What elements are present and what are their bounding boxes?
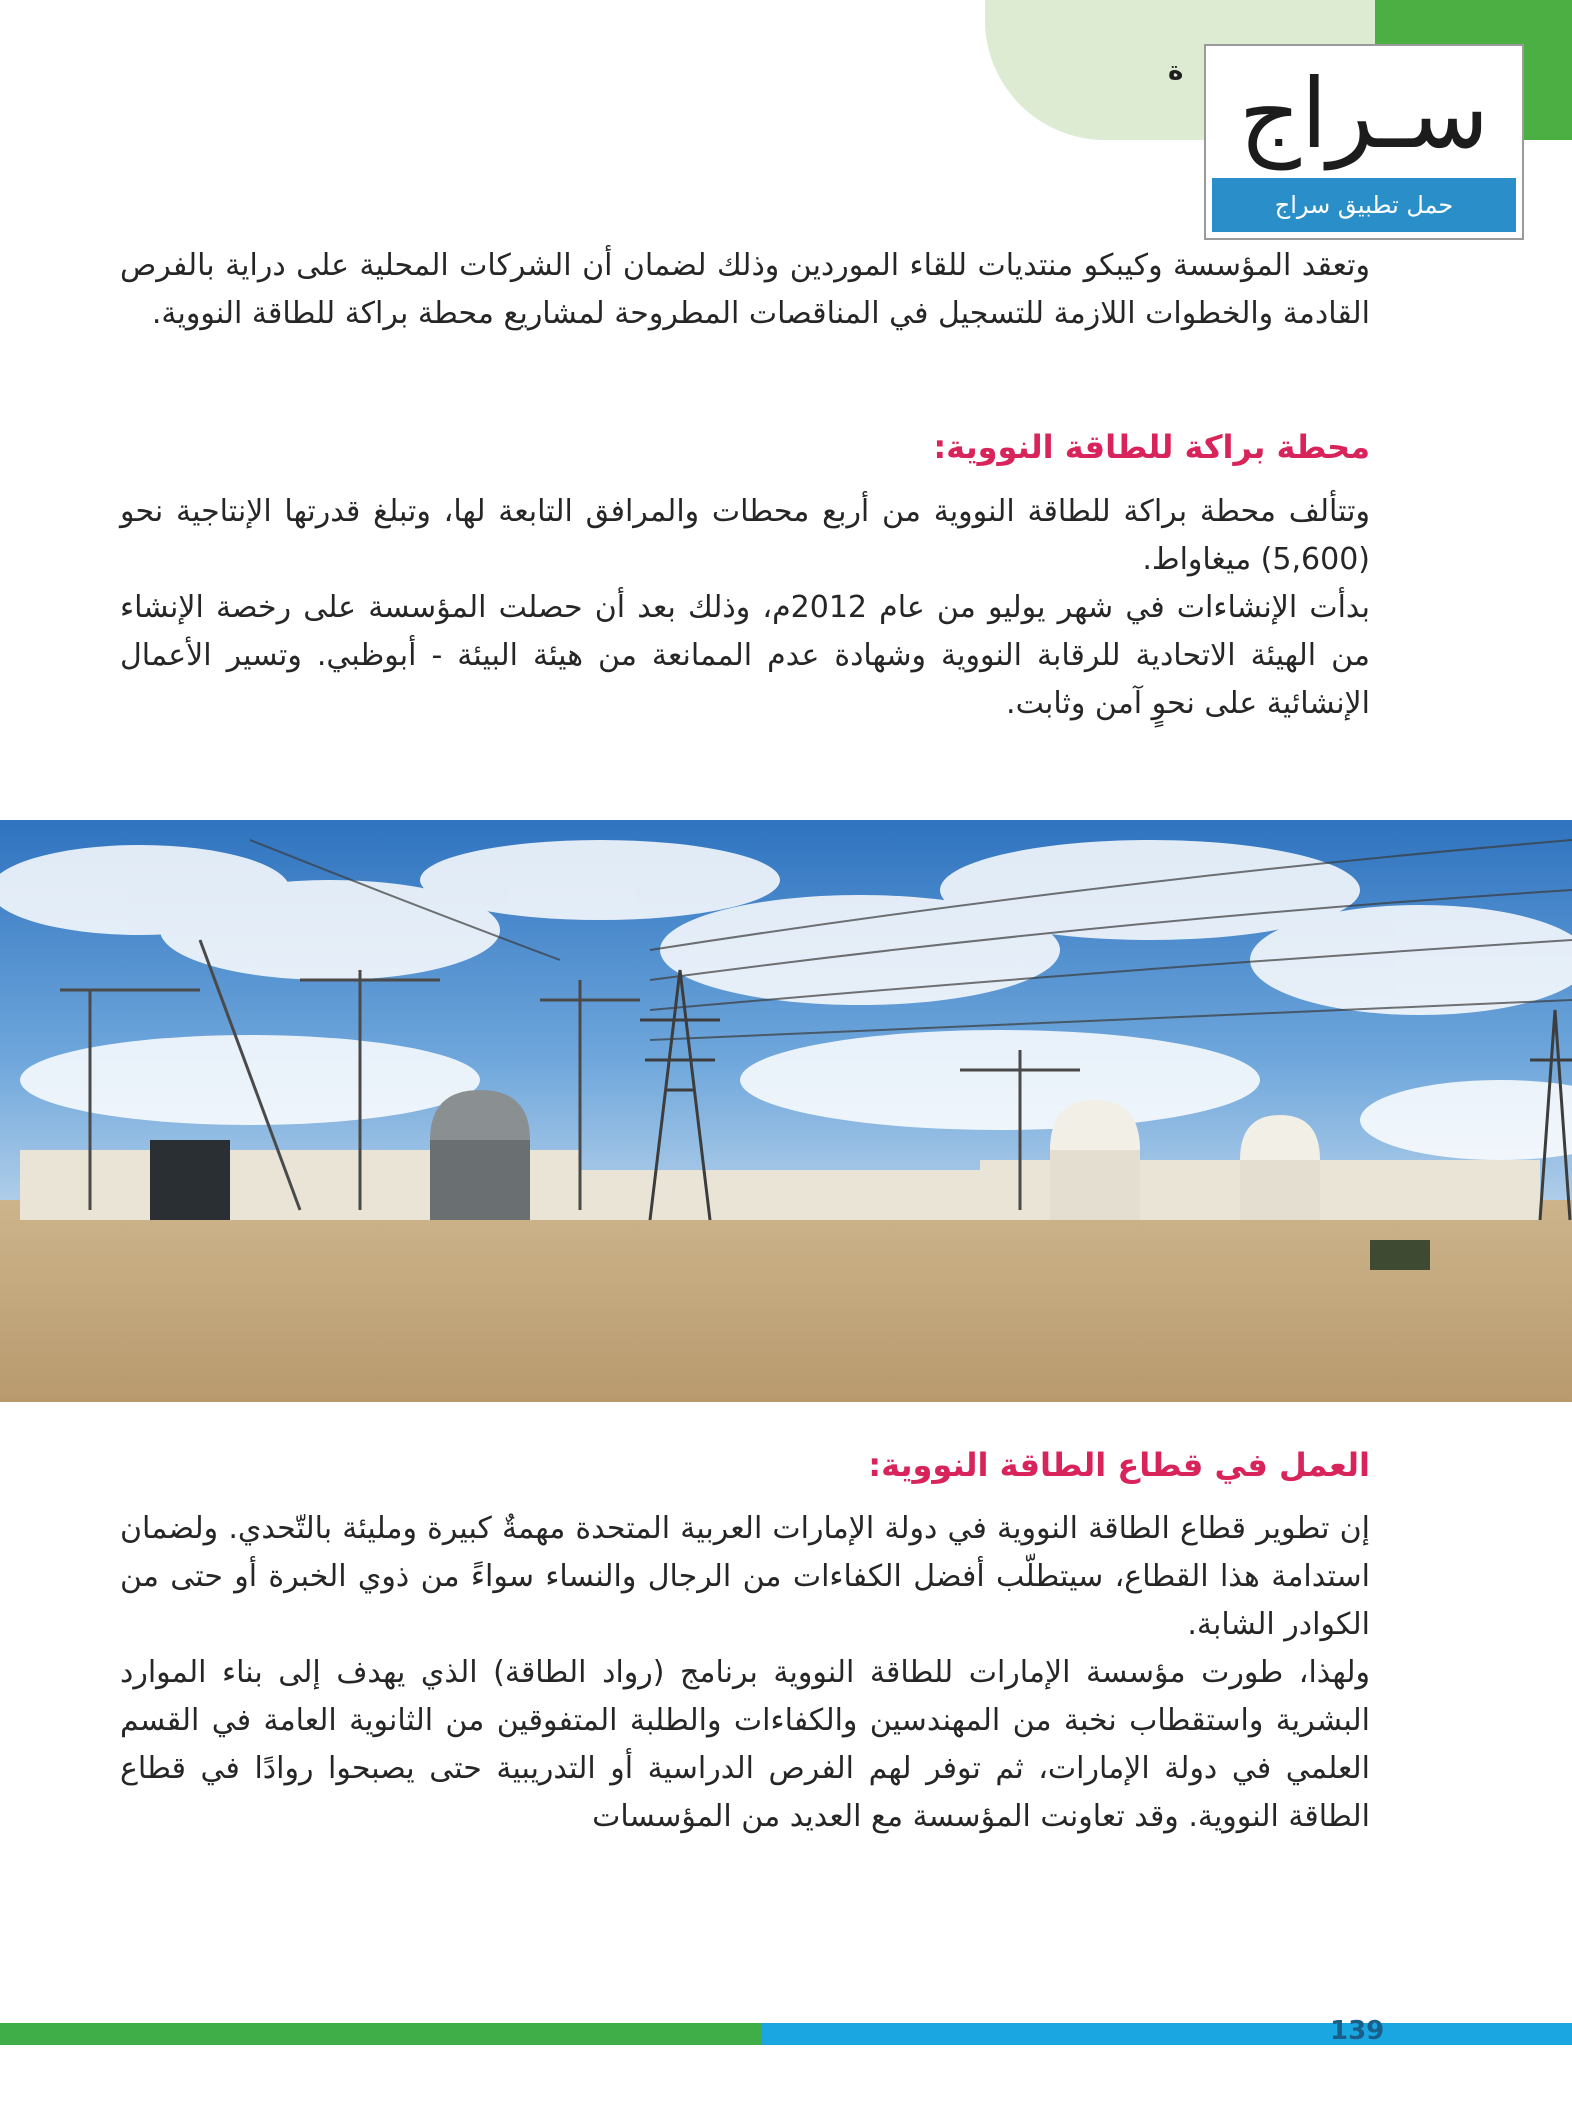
intro-text: وتعقد المؤسسة وكيبكو منتديات للقاء الموردين وذلك لضمان أن الشركات المحلية على دراية بالفرص القادمة والخطوات اللازمة للتسجيل في المناقصات المطروحة لمشاريع محطة براكة للطاقة النووية. bbox=[120, 248, 1370, 331]
header-title-fragment: ة bbox=[1168, 56, 1184, 86]
section-heading-barakah: محطة براكة للطاقة النووية: bbox=[933, 428, 1370, 466]
footer-blue-bar bbox=[762, 2023, 1572, 2045]
section-heading-nuclear-work: العمل في قطاع الطاقة النووية: bbox=[868, 1446, 1370, 1484]
logo-tagline: حمل تطبيق سراج bbox=[1212, 178, 1516, 232]
intro-paragraph bbox=[120, 242, 1370, 338]
nuclear-work-paragraph-2: ولهذا، طورت مؤسسة الإمارات للطاقة النووية برنامج (رواد الطاقة) الذي يهدف إلى بناء الموارد البشرية واستقطاب نخبة من المهندسين والكفاءات والطلبة المتفوقين من الثانوية العامة في القسم العلمي في دولة الإمارات، ثم توفر لهم الفرص الدراسية أو التدريبية حتى يصبحوا روادًا في قطاع الطاقة النووية. وقد تعاونت المؤسسة مع العديد من المؤسسات bbox=[120, 1655, 1370, 1834]
logo-wordmark: سـراج bbox=[1238, 58, 1490, 170]
page-number: 139 bbox=[1330, 2016, 1385, 2046]
nuclear-work-paragraph-1: إن تطوير قطاع الطاقة النووية في دولة الإمارات العربية المتحدة مهمةٌ كبيرة ومليئة بالتّحدي. ولضمان استدامة هذا القطاع، سيتطلّب أفضل الكفاءات من الرجال والنساء سواءً من ذوي الخبرة أو حتى من الكوادر الشابة. bbox=[120, 1511, 1370, 1642]
barakah-plant-photo bbox=[0, 820, 1572, 1402]
barakah-paragraph-2: بدأت الإنشاءات في شهر يوليو من عام 2012م، وذلك بعد أن حصلت المؤسسة على رخصة الإنشاء من الهيئة الاتحادية للرقابة النووية وشهادة عدم الممانعة من هيئة البيئة - أبوظبي. وتسير الأعمال الإنشائية على نحوٍ آمن وثابت. bbox=[120, 590, 1371, 721]
section-body-barakah bbox=[120, 488, 1370, 728]
siraj-logo bbox=[1204, 44, 1524, 240]
section-body-nuclear-work bbox=[120, 1505, 1370, 1841]
footer-green-bar bbox=[0, 2023, 762, 2045]
barakah-paragraph-1: وتتألف محطة براكة للطاقة النووية من أربع محطات والمرافق التابعة لها، وتبلغ قدرتها الإنتاجية نحو (5,600) ميغاواط. bbox=[120, 494, 1370, 577]
